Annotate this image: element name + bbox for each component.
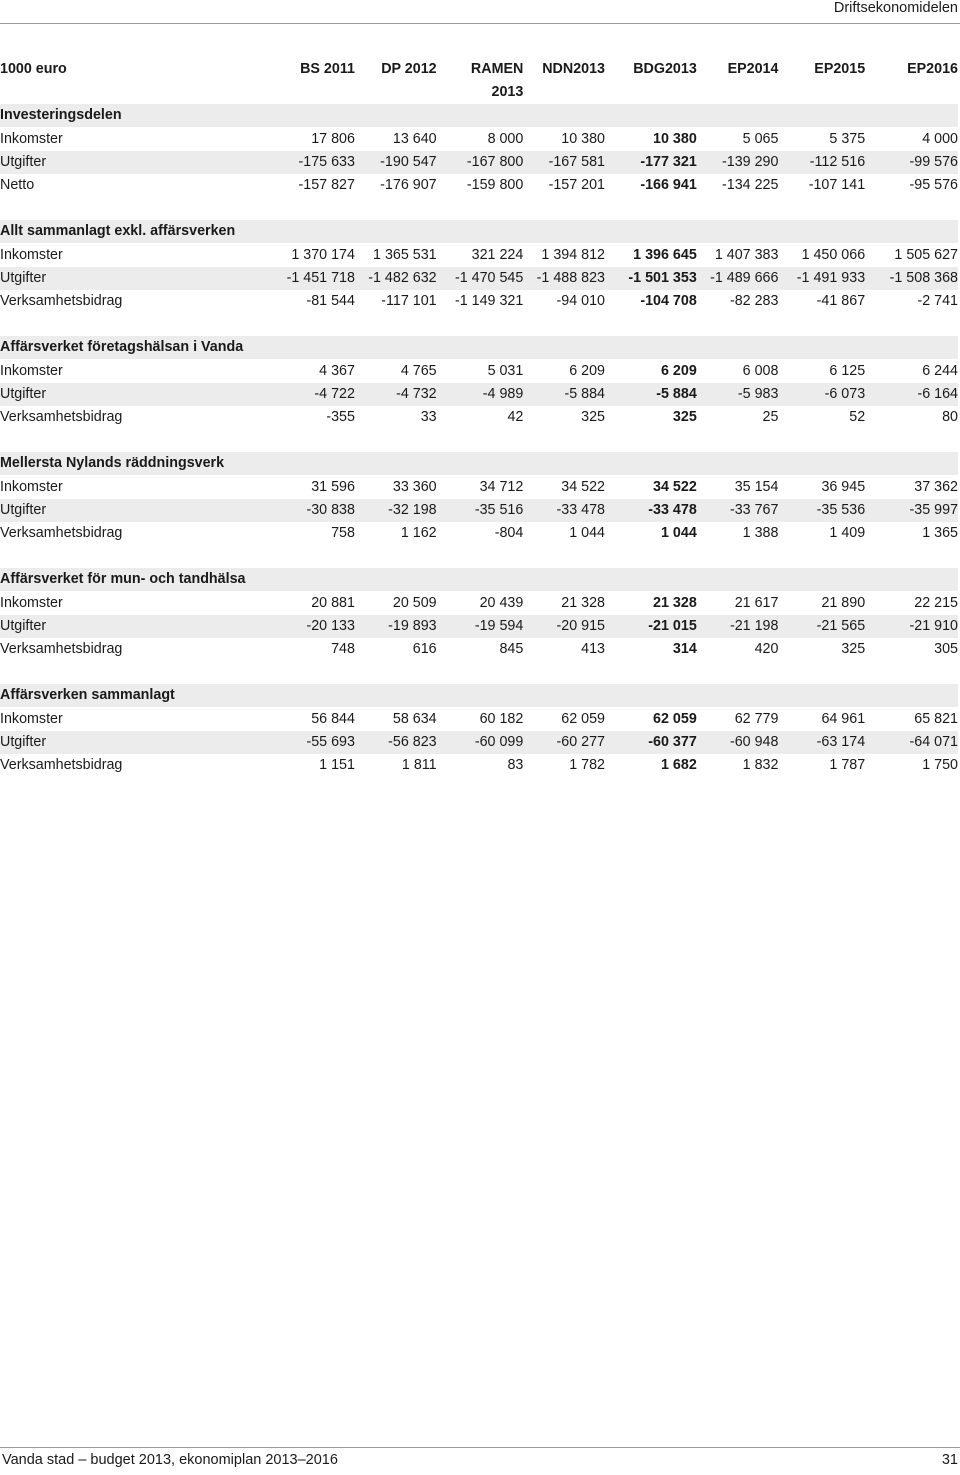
table-cell: -117 101 — [381, 293, 437, 309]
table-cell: -134 225 — [722, 177, 779, 193]
table-cell: 10 380 — [561, 131, 606, 147]
section-heading-row — [0, 452, 958, 476]
table-cell: 6 209 — [661, 363, 697, 379]
table-cell: -20 915 — [523, 615, 605, 638]
table-cell: 65 821 — [914, 711, 958, 727]
table-cell: 325 — [581, 409, 606, 425]
table-cell: 60 182 — [479, 711, 524, 727]
budget-table — [0, 58, 958, 777]
table-cell: 34 522 — [561, 479, 606, 495]
row-label: Verksamhetsbidrag — [0, 525, 123, 541]
table-cell: -60 948 — [697, 731, 779, 754]
unit-label: 1000 euro — [0, 61, 67, 77]
table-cell: -35 536 — [778, 499, 865, 522]
table-cell: -32 198 — [355, 499, 437, 522]
section-heading-row — [0, 220, 958, 244]
table-cell: -35 516 — [437, 499, 524, 522]
row-label: Inkomster — [0, 711, 63, 727]
column-header: BS 2011 — [300, 61, 355, 77]
table-body — [0, 104, 958, 777]
table-row — [0, 476, 958, 500]
table-cell: 42 — [507, 409, 524, 425]
column-header — [437, 58, 524, 104]
table-cell: 748 — [331, 641, 355, 657]
table-cell: -21 015 — [605, 615, 697, 638]
table-cell: 35 154 — [734, 479, 779, 495]
section-title: Affärsverket för mun- och tandhälsa — [0, 568, 958, 592]
row-label: Utgifter — [0, 383, 274, 406]
section-spacer — [0, 197, 958, 220]
section-title: Mellersta Nylands räddningsverk — [0, 452, 958, 476]
table-cell: 4 765 — [400, 363, 437, 379]
section-spacer — [0, 661, 958, 684]
table-cell: -4 722 — [274, 383, 355, 406]
table-cell: 21 617 — [734, 595, 779, 611]
table-cell: -159 800 — [466, 177, 524, 193]
table-row — [0, 290, 958, 313]
table-cell: 34 712 — [479, 479, 524, 495]
table-cell: 31 596 — [311, 479, 355, 495]
section-title: Allt sammanlagt exkl. affärsverken — [0, 220, 958, 244]
table-cell: 20 509 — [392, 595, 437, 611]
table-cell: 325 — [841, 641, 866, 657]
table-cell: -56 823 — [355, 731, 437, 754]
table-cell: -55 693 — [274, 731, 355, 754]
table-cell: -33 767 — [697, 499, 779, 522]
section-spacer — [0, 313, 958, 336]
row-label: Verksamhetsbidrag — [0, 409, 123, 425]
section-spacer — [0, 545, 958, 568]
table-cell: 36 945 — [821, 479, 866, 495]
section-heading-row — [0, 336, 958, 360]
table-cell: 1 365 — [922, 525, 958, 541]
table-cell: -99 576 — [865, 151, 958, 174]
table-cell: 1 832 — [742, 757, 779, 773]
table-cell: 1 394 812 — [541, 247, 606, 263]
row-label: Utgifter — [0, 615, 274, 638]
running-header-title: Driftsekonomidelen — [833, 0, 958, 16]
table-row — [0, 174, 958, 197]
table-cell: 6 244 — [922, 363, 958, 379]
row-label: Utgifter — [0, 731, 274, 754]
table-cell: -1 488 823 — [523, 267, 605, 290]
table-cell: -81 544 — [306, 293, 355, 309]
section-heading-row — [0, 568, 958, 592]
table-cell: 83 — [507, 757, 524, 773]
table-row — [0, 754, 958, 777]
table-cell: -35 997 — [865, 499, 958, 522]
column-header: EP2015 — [814, 61, 866, 77]
table-row — [0, 151, 958, 174]
row-label: Verksamhetsbidrag — [0, 757, 123, 773]
table-cell: -112 516 — [778, 151, 865, 174]
section-title: Affärsverket företagshälsan i Vanda — [0, 336, 958, 360]
table-cell: -107 141 — [808, 177, 866, 193]
table-cell: 21 890 — [821, 595, 866, 611]
table-cell: -167 800 — [437, 151, 524, 174]
table-cell: 1 151 — [319, 757, 355, 773]
table-row — [0, 731, 958, 754]
column-header: BDG2013 — [633, 61, 697, 77]
table-cell: 1 682 — [661, 757, 697, 773]
table-cell: 62 059 — [561, 711, 606, 727]
row-label: Inkomster — [0, 479, 63, 495]
section-heading-row — [0, 104, 958, 128]
table-cell: -94 010 — [556, 293, 606, 309]
table-cell: 413 — [581, 641, 606, 657]
row-label: Inkomster — [0, 595, 63, 611]
column-header: DP 2012 — [381, 61, 437, 77]
table-cell: -1 451 718 — [274, 267, 355, 290]
table-cell: 21 328 — [653, 595, 697, 611]
table-cell: 305 — [934, 641, 958, 657]
table-cell: -1 501 353 — [605, 267, 697, 290]
table-cell: -1 470 545 — [437, 267, 524, 290]
section-heading-row — [0, 684, 958, 708]
table-cell: -60 377 — [605, 731, 697, 754]
table-cell: 33 360 — [392, 479, 437, 495]
table-cell: -167 581 — [523, 151, 605, 174]
table-cell: -6 164 — [865, 383, 958, 406]
table-cell: -177 321 — [605, 151, 697, 174]
table-cell: 758 — [331, 525, 355, 541]
table-cell: 1 409 — [829, 525, 866, 541]
table-cell: -2 741 — [917, 293, 958, 309]
table-row — [0, 522, 958, 545]
table-cell: -19 594 — [437, 615, 524, 638]
table-cell: -1 508 368 — [865, 267, 958, 290]
table-cell: -63 174 — [778, 731, 865, 754]
column-header: NDN2013 — [542, 61, 606, 77]
table-header-row — [0, 58, 958, 104]
table-cell: -64 071 — [865, 731, 958, 754]
table-cell: 17 806 — [311, 131, 355, 147]
row-label: Utgifter — [0, 499, 274, 522]
row-label: Verksamhetsbidrag — [0, 641, 123, 657]
table-cell: 33 — [420, 409, 437, 425]
table-cell: -60 099 — [437, 731, 524, 754]
table-cell: 64 961 — [821, 711, 866, 727]
table-cell: 52 — [849, 409, 866, 425]
table-cell: -21 565 — [778, 615, 865, 638]
table-row — [0, 383, 958, 406]
table-cell: 5 065 — [742, 131, 779, 147]
table-cell: 1 044 — [569, 525, 606, 541]
table-cell: -104 708 — [640, 293, 697, 309]
table-cell: 1 044 — [661, 525, 697, 541]
table-cell: 4 000 — [922, 131, 958, 147]
table-cell: 1 388 — [742, 525, 779, 541]
table-cell: -157 201 — [548, 177, 606, 193]
table-cell: 616 — [412, 641, 437, 657]
table-cell: 25 — [762, 409, 779, 425]
table-cell: 10 380 — [653, 131, 697, 147]
table-cell: 37 362 — [914, 479, 958, 495]
table-cell: -20 133 — [274, 615, 355, 638]
table-cell: -19 893 — [355, 615, 437, 638]
table-cell: -82 283 — [729, 293, 779, 309]
column-header: EP2016 — [907, 61, 958, 77]
table-row — [0, 267, 958, 290]
table-cell: 1 782 — [569, 757, 606, 773]
table-cell: 1 407 383 — [714, 247, 779, 263]
table-cell: -95 576 — [909, 177, 958, 193]
table-cell: -4 732 — [355, 383, 437, 406]
running-header — [0, 0, 960, 24]
table-cell: 1 365 531 — [373, 247, 437, 263]
table-cell: 6 008 — [742, 363, 779, 379]
table-cell: 5 031 — [487, 363, 524, 379]
table-cell: 1 370 174 — [291, 247, 355, 263]
column-header: EP2014 — [727, 61, 779, 77]
table-cell: 845 — [499, 641, 524, 657]
table-cell: -1 482 632 — [355, 267, 437, 290]
table-cell: 34 522 — [653, 479, 697, 495]
table-cell: 1 750 — [922, 757, 958, 773]
table-row — [0, 128, 958, 152]
footer-rule — [0, 1447, 960, 1448]
table-cell: 80 — [942, 409, 958, 425]
table-cell: 420 — [754, 641, 779, 657]
table-cell: 325 — [672, 409, 697, 425]
table-cell: -176 907 — [380, 177, 437, 193]
table-cell: 314 — [672, 641, 697, 657]
table-cell: 1 396 645 — [633, 247, 697, 263]
table-cell: 1 787 — [829, 757, 866, 773]
table-cell: -5 884 — [605, 383, 697, 406]
column-header-text: RAMEN 2013 — [470, 61, 524, 100]
table-row — [0, 592, 958, 616]
table-cell: -30 838 — [274, 499, 355, 522]
table-cell: -139 290 — [697, 151, 779, 174]
table-cell: 62 779 — [734, 711, 779, 727]
table-cell: 13 640 — [392, 131, 437, 147]
table-cell: -1 149 321 — [454, 293, 524, 309]
table-row — [0, 360, 958, 384]
table-cell: -6 073 — [778, 383, 865, 406]
footer-publication: Vanda stad – budget 2013, ekonomiplan 2013–2016 — [2, 1452, 338, 1468]
table-cell: -157 827 — [298, 177, 355, 193]
table-cell: -21 910 — [865, 615, 958, 638]
row-label: Inkomster — [0, 363, 63, 379]
table-cell: 321 224 — [471, 247, 524, 263]
table-cell: 1 811 — [401, 757, 437, 773]
row-label: Utgifter — [0, 267, 274, 290]
table-cell: -190 547 — [355, 151, 437, 174]
table-row — [0, 499, 958, 522]
table-cell: -5 983 — [697, 383, 779, 406]
table-cell: 58 634 — [392, 711, 437, 727]
table-cell: -5 884 — [523, 383, 605, 406]
table-cell: 20 881 — [311, 595, 355, 611]
table-cell: 1 162 — [400, 525, 437, 541]
table-cell: 1 450 066 — [801, 247, 866, 263]
row-label: Inkomster — [0, 131, 63, 147]
section-title: Investeringsdelen — [0, 104, 958, 128]
table-cell: 22 215 — [914, 595, 958, 611]
table-row — [0, 406, 958, 429]
section-spacer — [0, 429, 958, 452]
section-title: Affärsverken sammanlagt — [0, 684, 958, 708]
table-cell: -175 633 — [274, 151, 355, 174]
table-cell: 5 375 — [829, 131, 866, 147]
row-label: Verksamhetsbidrag — [0, 293, 123, 309]
table-cell: 62 059 — [653, 711, 697, 727]
table-cell: -166 941 — [640, 177, 697, 193]
row-label: Inkomster — [0, 247, 63, 263]
table-cell: 6 209 — [569, 363, 606, 379]
table-row — [0, 708, 958, 732]
table-cell: 21 328 — [561, 595, 606, 611]
row-label: Netto — [0, 177, 35, 193]
table-row — [0, 244, 958, 268]
table-cell: 4 367 — [319, 363, 355, 379]
table-cell: 20 439 — [479, 595, 524, 611]
table-cell: -355 — [326, 409, 355, 425]
table-cell: -804 — [494, 525, 524, 541]
table-cell: 1 505 627 — [894, 247, 958, 263]
page-number: 31 — [941, 1452, 958, 1468]
table-cell: 6 125 — [829, 363, 866, 379]
table-row — [0, 638, 958, 661]
table-cell: -21 198 — [697, 615, 779, 638]
table-cell: 8 000 — [487, 131, 524, 147]
table-cell: -33 478 — [523, 499, 605, 522]
table-cell: -60 277 — [523, 731, 605, 754]
table-cell: 56 844 — [311, 711, 355, 727]
table-cell: -33 478 — [605, 499, 697, 522]
row-label: Utgifter — [0, 151, 274, 174]
table-row — [0, 615, 958, 638]
table-cell: -1 489 666 — [697, 267, 779, 290]
table-cell: -1 491 933 — [778, 267, 865, 290]
table-cell: -41 867 — [816, 293, 866, 309]
table-cell: -4 989 — [437, 383, 524, 406]
